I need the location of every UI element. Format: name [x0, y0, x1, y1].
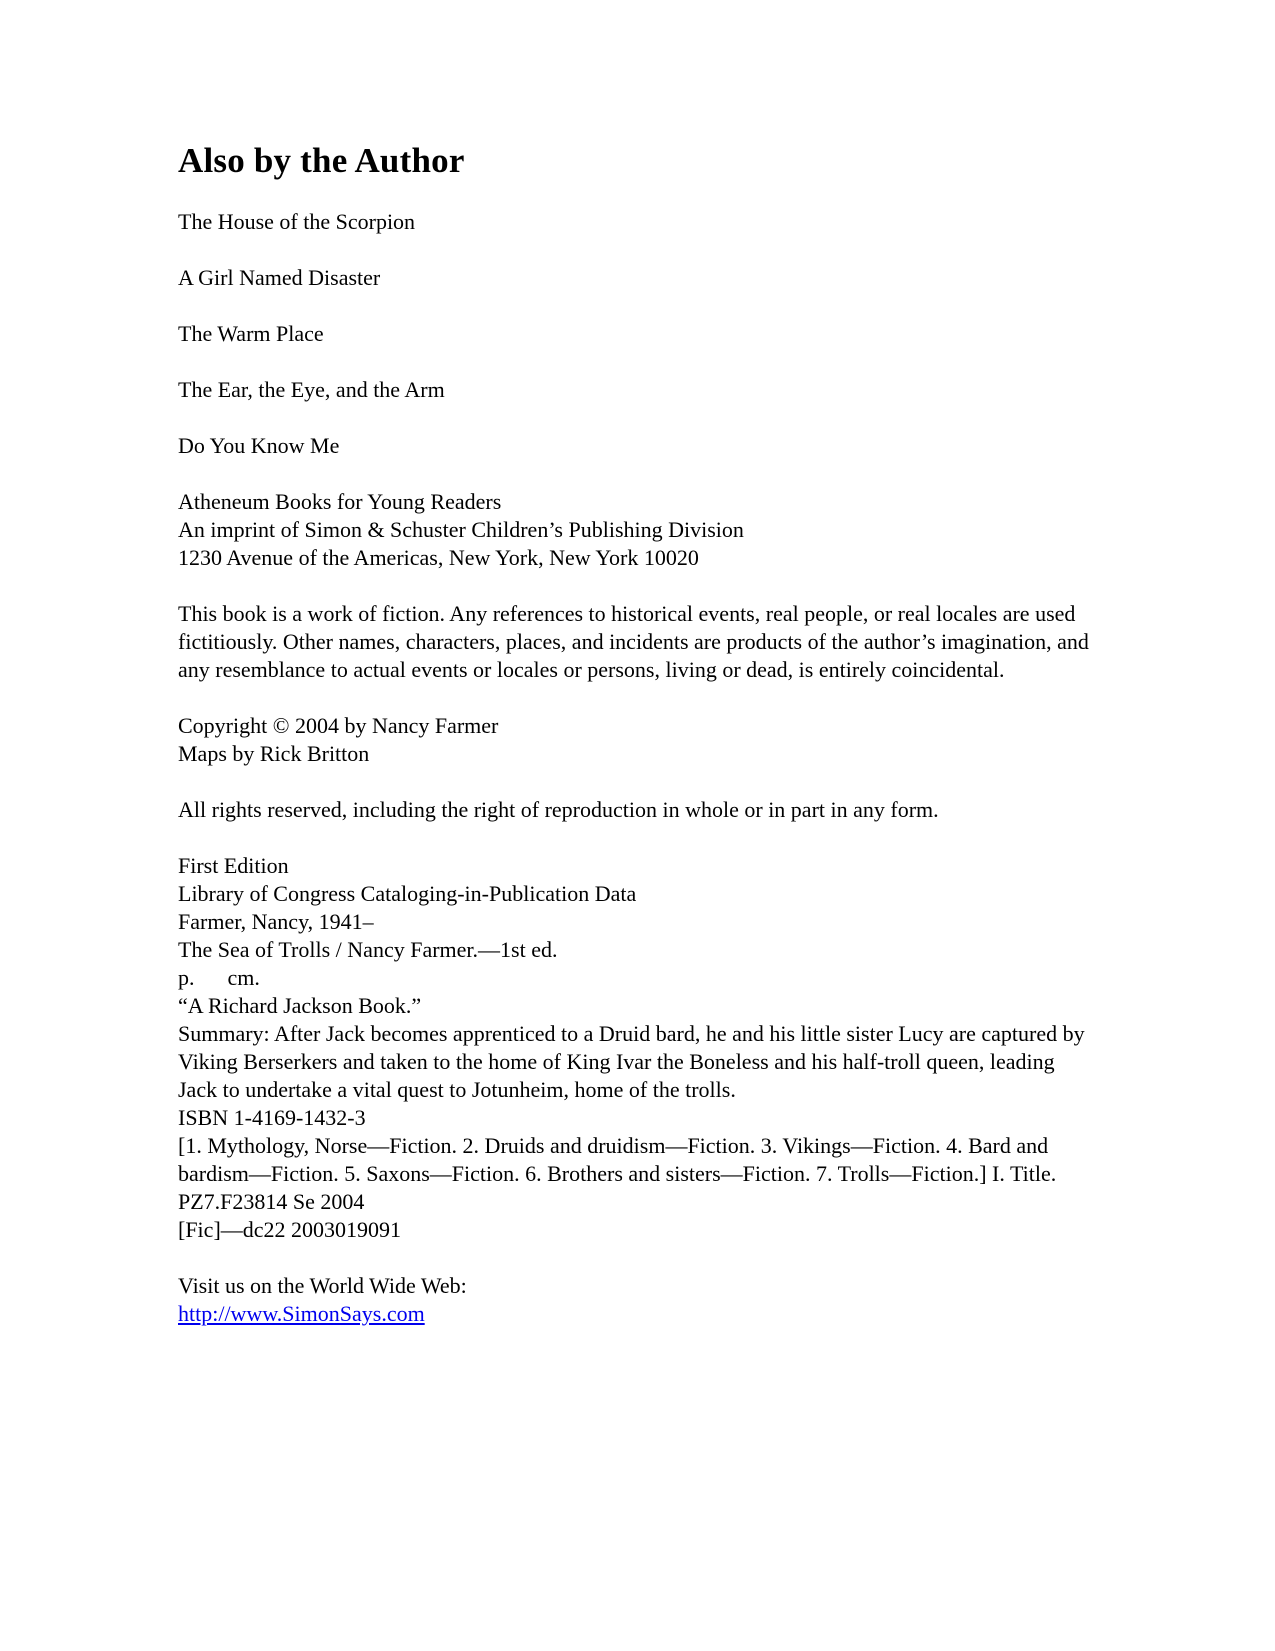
- title-entry-line: The Sea of Trolls / Nancy Farmer.—1st ed.: [178, 937, 558, 962]
- summary-line: Summary: After Jack becomes apprenticed to a Druid bard, he and his little sister Lucy are captured by Viking Berserkers and taken to the home of King Ivar the Boneless and his half-troll queen, leading Jack to undertake a vital quest to Jotunheim, home of the trolls.: [178, 1021, 1085, 1102]
- pagination-line: p. cm.: [178, 965, 260, 990]
- book-title: The Warm Place: [178, 321, 324, 346]
- page-title: Also by the Author: [178, 141, 465, 180]
- cataloging-block: [178, 852, 1097, 1244]
- publisher-block: [178, 488, 1097, 572]
- copyright-line: Copyright © 2004 by Nancy Farmer: [178, 713, 499, 738]
- book-title: A Girl Named Disaster: [178, 265, 381, 290]
- rights-reserved-line: All rights reserved, including the right of reproduction in whole or in part in any form.: [178, 797, 939, 822]
- book-title: The House of the Scorpion: [178, 209, 416, 234]
- dewey-number-line: [Fic]—dc22 2003019091: [178, 1217, 402, 1242]
- book-title: Do You Know Me: [178, 433, 340, 458]
- call-number-line: PZ7.F23814 Se 2004: [178, 1189, 365, 1214]
- author-entry-line: Farmer, Nancy, 1941–: [178, 909, 374, 934]
- book-title: The Ear, the Eye, and the Arm: [178, 377, 445, 402]
- isbn-line: ISBN 1-4169-1432-3: [178, 1105, 366, 1130]
- imprint-note-line: “A Richard Jackson Book.”: [178, 993, 422, 1018]
- copyright-block: [178, 712, 1097, 768]
- publisher-line: Atheneum Books for Young Readers: [178, 489, 502, 514]
- web-label: Visit us on the World Wide Web:: [178, 1273, 467, 1298]
- publisher-website-link[interactable]: http://www.SimonSays.com: [178, 1301, 425, 1326]
- web-block: [178, 1272, 1097, 1328]
- cataloging-line: Library of Congress Cataloging-in-Publication Data: [178, 881, 637, 906]
- publisher-line: An imprint of Simon & Schuster Children’s Publishing Division: [178, 517, 744, 542]
- publisher-line: 1230 Avenue of the Americas, New York, New York 10020: [178, 545, 699, 570]
- fiction-disclaimer: This book is a work of fiction. Any references to historical events, real people, or real locales are used fictitiously. Other names, characters, places, and incidents are products of the author’s imagination, and any resemblance to actual events or locales or persons, living or dead, is entirely coincidental.: [178, 601, 1089, 682]
- edition-line: First Edition: [178, 853, 289, 878]
- subjects-line: [1. Mythology, Norse—Fiction. 2. Druids and druidism—Fiction. 3. Vikings—Fiction. 4. Bard and bardism—Fiction. 5. Saxons—Fiction. 6. Brothers and sisters—Fiction. 7. Trolls—Fiction.] I. Title.: [178, 1133, 1057, 1186]
- maps-credit-line: Maps by Rick Britton: [178, 741, 370, 766]
